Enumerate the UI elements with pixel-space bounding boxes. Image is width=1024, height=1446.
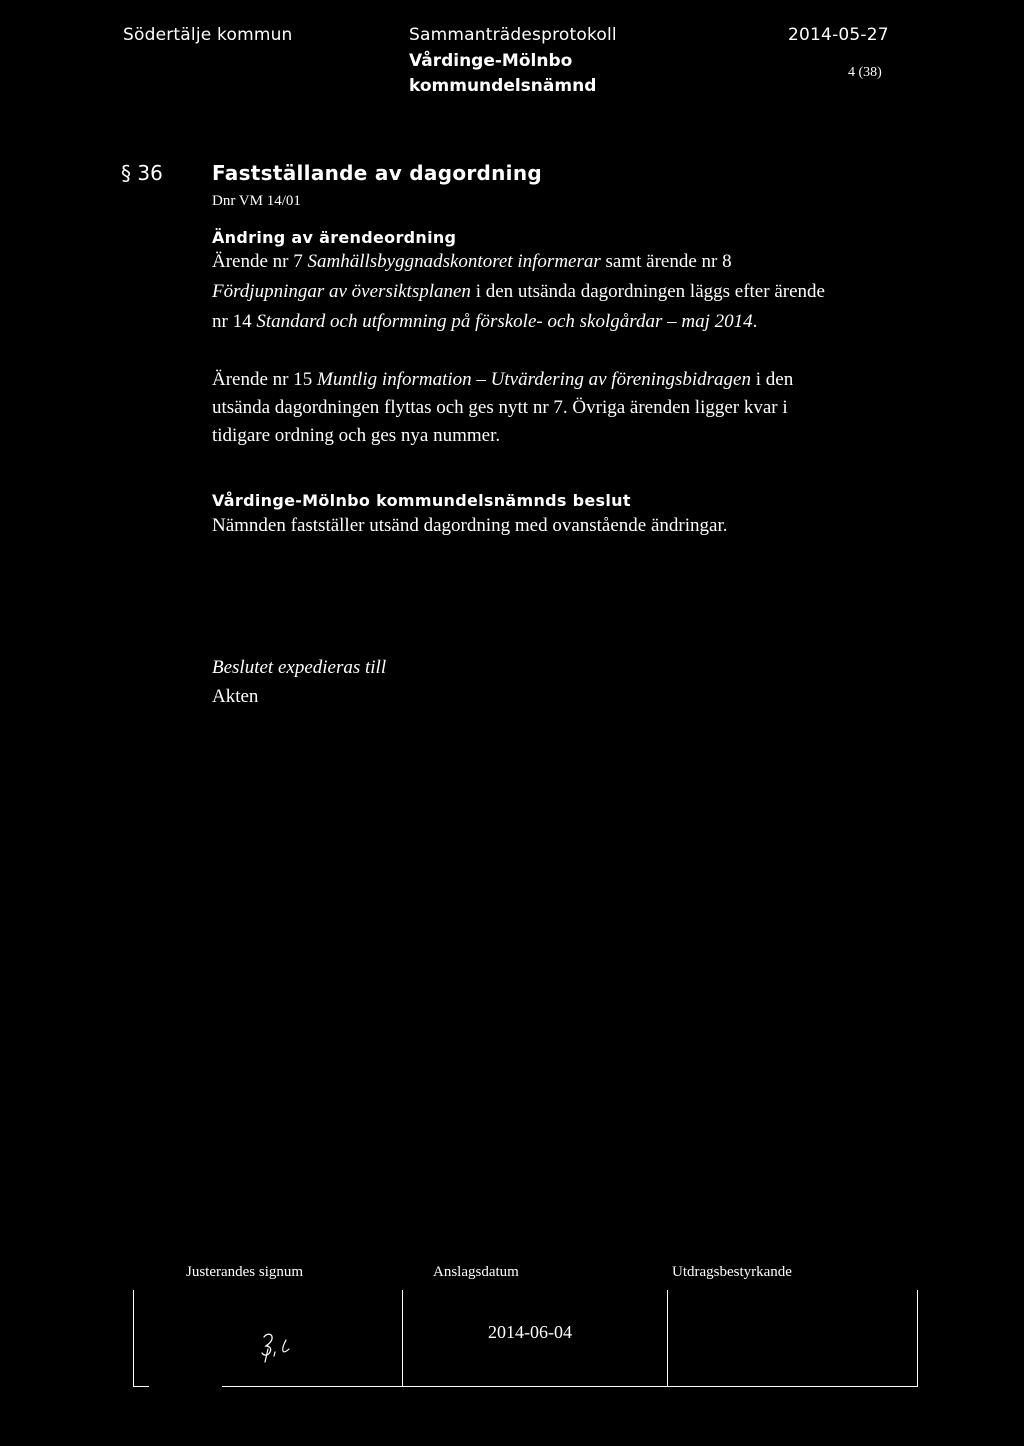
header-committee-line2: kommundelsnämnd [409, 76, 597, 96]
footer-certification-label: Utdragsbestyrkande [672, 1264, 792, 1280]
paragraph-2-line-3: tidigare ordning och ges nya nummer. [212, 425, 501, 446]
decision-text: Nämnden fastställer utsänd dagordning med ovanstående ändringar. [212, 515, 728, 536]
footer-box-divider-1 [402, 1290, 403, 1386]
section-title: Fastställande av dagordning [212, 161, 542, 185]
footer-box-divider-2 [667, 1290, 668, 1386]
dispatch-recipient: Akten [212, 686, 259, 707]
footer-signature-label: Justerandes signum [186, 1264, 304, 1280]
footer-posting-label: Anslagsdatum [433, 1264, 519, 1280]
paragraph-2-line-1: Ärende nr 15 Muntlig information – Utvärdering av föreningsbidragen i den [212, 369, 794, 390]
footer-box-right-border [917, 1290, 918, 1386]
diary-number: Dnr VM 14/01 [212, 193, 301, 209]
header-date: 2014-05-27 [788, 25, 889, 45]
header-doc-type: Sammanträdesprotokoll [409, 25, 617, 45]
header-committee-line1: Vårdinge-Mölnbo [409, 51, 573, 71]
footer-box-bottom-right [222, 1386, 918, 1387]
decision-heading: Vårdinge-Mölnbo kommundelsnämnds beslut [212, 491, 631, 510]
header-municipality: Södertälje kommun [123, 25, 293, 45]
paragraph-2-line-2: utsända dagordningen flyttas och ges nytt nr 7. Övriga ärenden ligger kvar i [212, 397, 788, 418]
paragraph-1-line-3: nr 14 Standard och utformning på förskole- och skolgårdar – maj 2014. [212, 311, 758, 332]
section-number: § 36 [121, 161, 163, 185]
posting-date: 2014-06-04 [488, 1322, 572, 1342]
header-page-number: 4 (38) [848, 65, 882, 80]
paragraph-1-line-2: Fördjupningar av översiktsplanen i den utsända dagordningen läggs efter ärende [212, 281, 825, 302]
change-heading: Ändring av ärendeordning [212, 228, 457, 247]
handwritten-signature [258, 1328, 298, 1369]
footer-box-left-border [133, 1290, 134, 1386]
dispatch-heading: Beslutet expedieras till [212, 657, 387, 678]
paragraph-1-line-1: Ärende nr 7 Samhällsbyggnadskontoret informerar samt ärende nr 8 [212, 251, 732, 272]
footer-box-bottom-left [133, 1386, 149, 1387]
